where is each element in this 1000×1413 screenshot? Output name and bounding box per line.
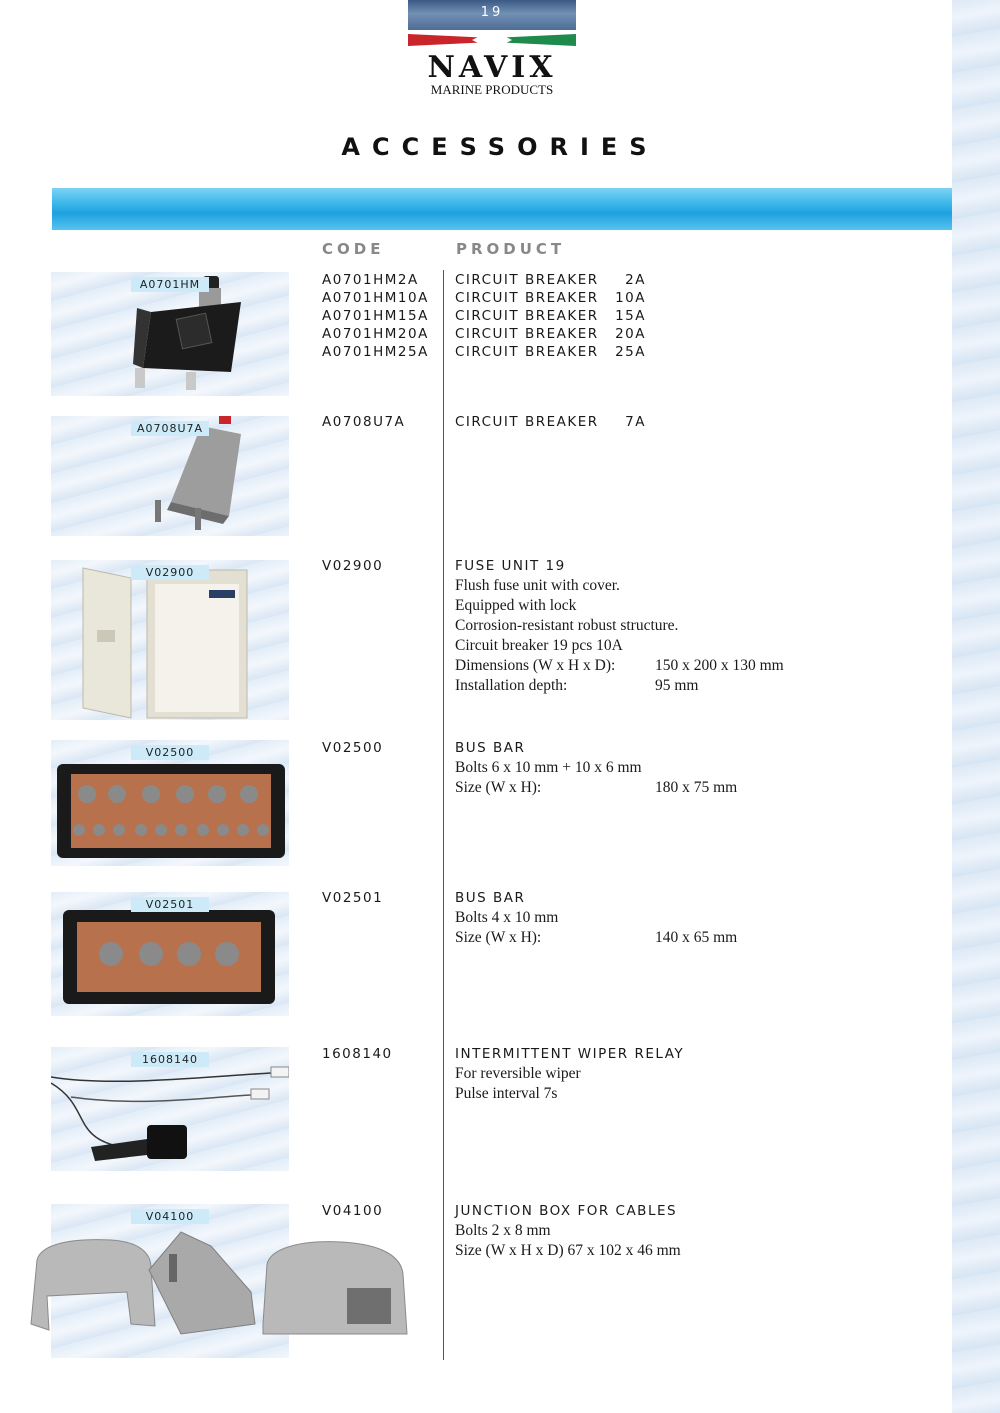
product-code: A0701HM20A [322,326,429,342]
product-description: Installation depth: [455,677,568,694]
photo-label: A0701HM [131,277,209,292]
product-description: Dimensions (W x H x D): [455,657,616,674]
product-code: A0701HM10A [322,290,429,306]
product-photo-v04100 [51,1204,289,1358]
product-code: 1608140 [322,1046,393,1062]
product-name: CIRCUIT BREAKER [455,308,599,324]
junction-box-icon [51,1204,451,1358]
product-column-header: PRODUCT [456,240,566,258]
product-code: V04100 [322,1203,384,1219]
photo-label: V04100 [131,1209,209,1224]
flag-stripes-icon [408,32,576,50]
product-photo-v02900 [51,560,289,720]
product-title: INTERMITTENT WIPER RELAY [455,1046,685,1062]
product-name: CIRCUIT BREAKER [455,326,599,342]
product-title: FUSE UNIT 19 [455,558,566,574]
product-spec-value: 95 mm [655,677,699,694]
product-description: Flush fuse unit with cover. [455,577,620,594]
product-photo-1608140 [51,1047,289,1171]
product-code: A0701HM2A [322,272,419,288]
page-title: ACCESSORIES [341,133,659,161]
amperage: 2A [625,272,646,288]
amperage: 25A [615,344,646,360]
product-code: A0701HM15A [322,308,429,324]
photo-label: V02501 [131,897,209,912]
product-description: Size (W x H): [455,929,542,946]
photo-label: 1608140 [131,1052,209,1067]
amperage: 20A [615,326,646,342]
product-title: JUNCTION BOX FOR CABLES [455,1203,678,1219]
product-title: BUS BAR [455,890,526,906]
product-description: Corrosion-resistant robust structure. [455,617,679,634]
product-description: Size (W x H x D) 67 x 102 x 46 mm [455,1242,681,1259]
section-banner [52,188,952,230]
column-divider [443,270,444,1360]
amperage: 7A [625,414,646,430]
product-photo-v02500 [51,740,289,866]
product-description: Size (W x H): [455,779,542,796]
product-description: Pulse interval 7s [455,1085,558,1102]
fuse-unit-icon [51,560,289,720]
photo-label: V02500 [131,745,209,760]
product-code: A0708U7A [322,414,406,430]
photo-label: V02900 [131,565,209,580]
product-title: BUS BAR [455,740,526,756]
product-photo-a0701hm [51,272,289,396]
product-code: A0701HM25A [322,344,429,360]
product-description: Equipped with lock [455,597,577,614]
brand-subtitle: MARINE PRODUCTS [430,82,554,97]
photo-label: A0708U7A [131,421,209,436]
product-name: CIRCUIT BREAKER [455,414,599,430]
amperage: 15A [615,308,646,324]
product-photo-a0708u7a [51,416,289,536]
product-description: Bolts 2 x 8 mm [455,1222,551,1239]
product-spec-value: 140 x 65 mm [655,929,738,946]
product-code: V02500 [322,740,384,756]
product-name: CIRCUIT BREAKER [455,272,599,288]
side-wave-decoration [952,0,1000,1413]
product-description: Bolts 4 x 10 mm [455,909,559,926]
page-number: 19 [480,5,504,20]
product-spec-value: 180 x 75 mm [655,779,738,796]
amperage: 10A [615,290,646,306]
code-column-header: CODE [322,240,385,258]
product-name: CIRCUIT BREAKER [455,290,599,306]
product-code: V02501 [322,890,384,906]
product-photo-v02501 [51,892,289,1016]
product-description: Bolts 6 x 10 mm + 10 x 6 mm [455,759,642,776]
product-spec-value: 150 x 200 x 130 mm [655,657,784,674]
product-description: For reversible wiper [455,1065,581,1082]
product-description: Circuit breaker 19 pcs 10A [455,637,623,654]
product-name: CIRCUIT BREAKER [455,344,599,360]
product-code: V02900 [322,558,384,574]
brand-logo: NAVIX [427,50,557,85]
